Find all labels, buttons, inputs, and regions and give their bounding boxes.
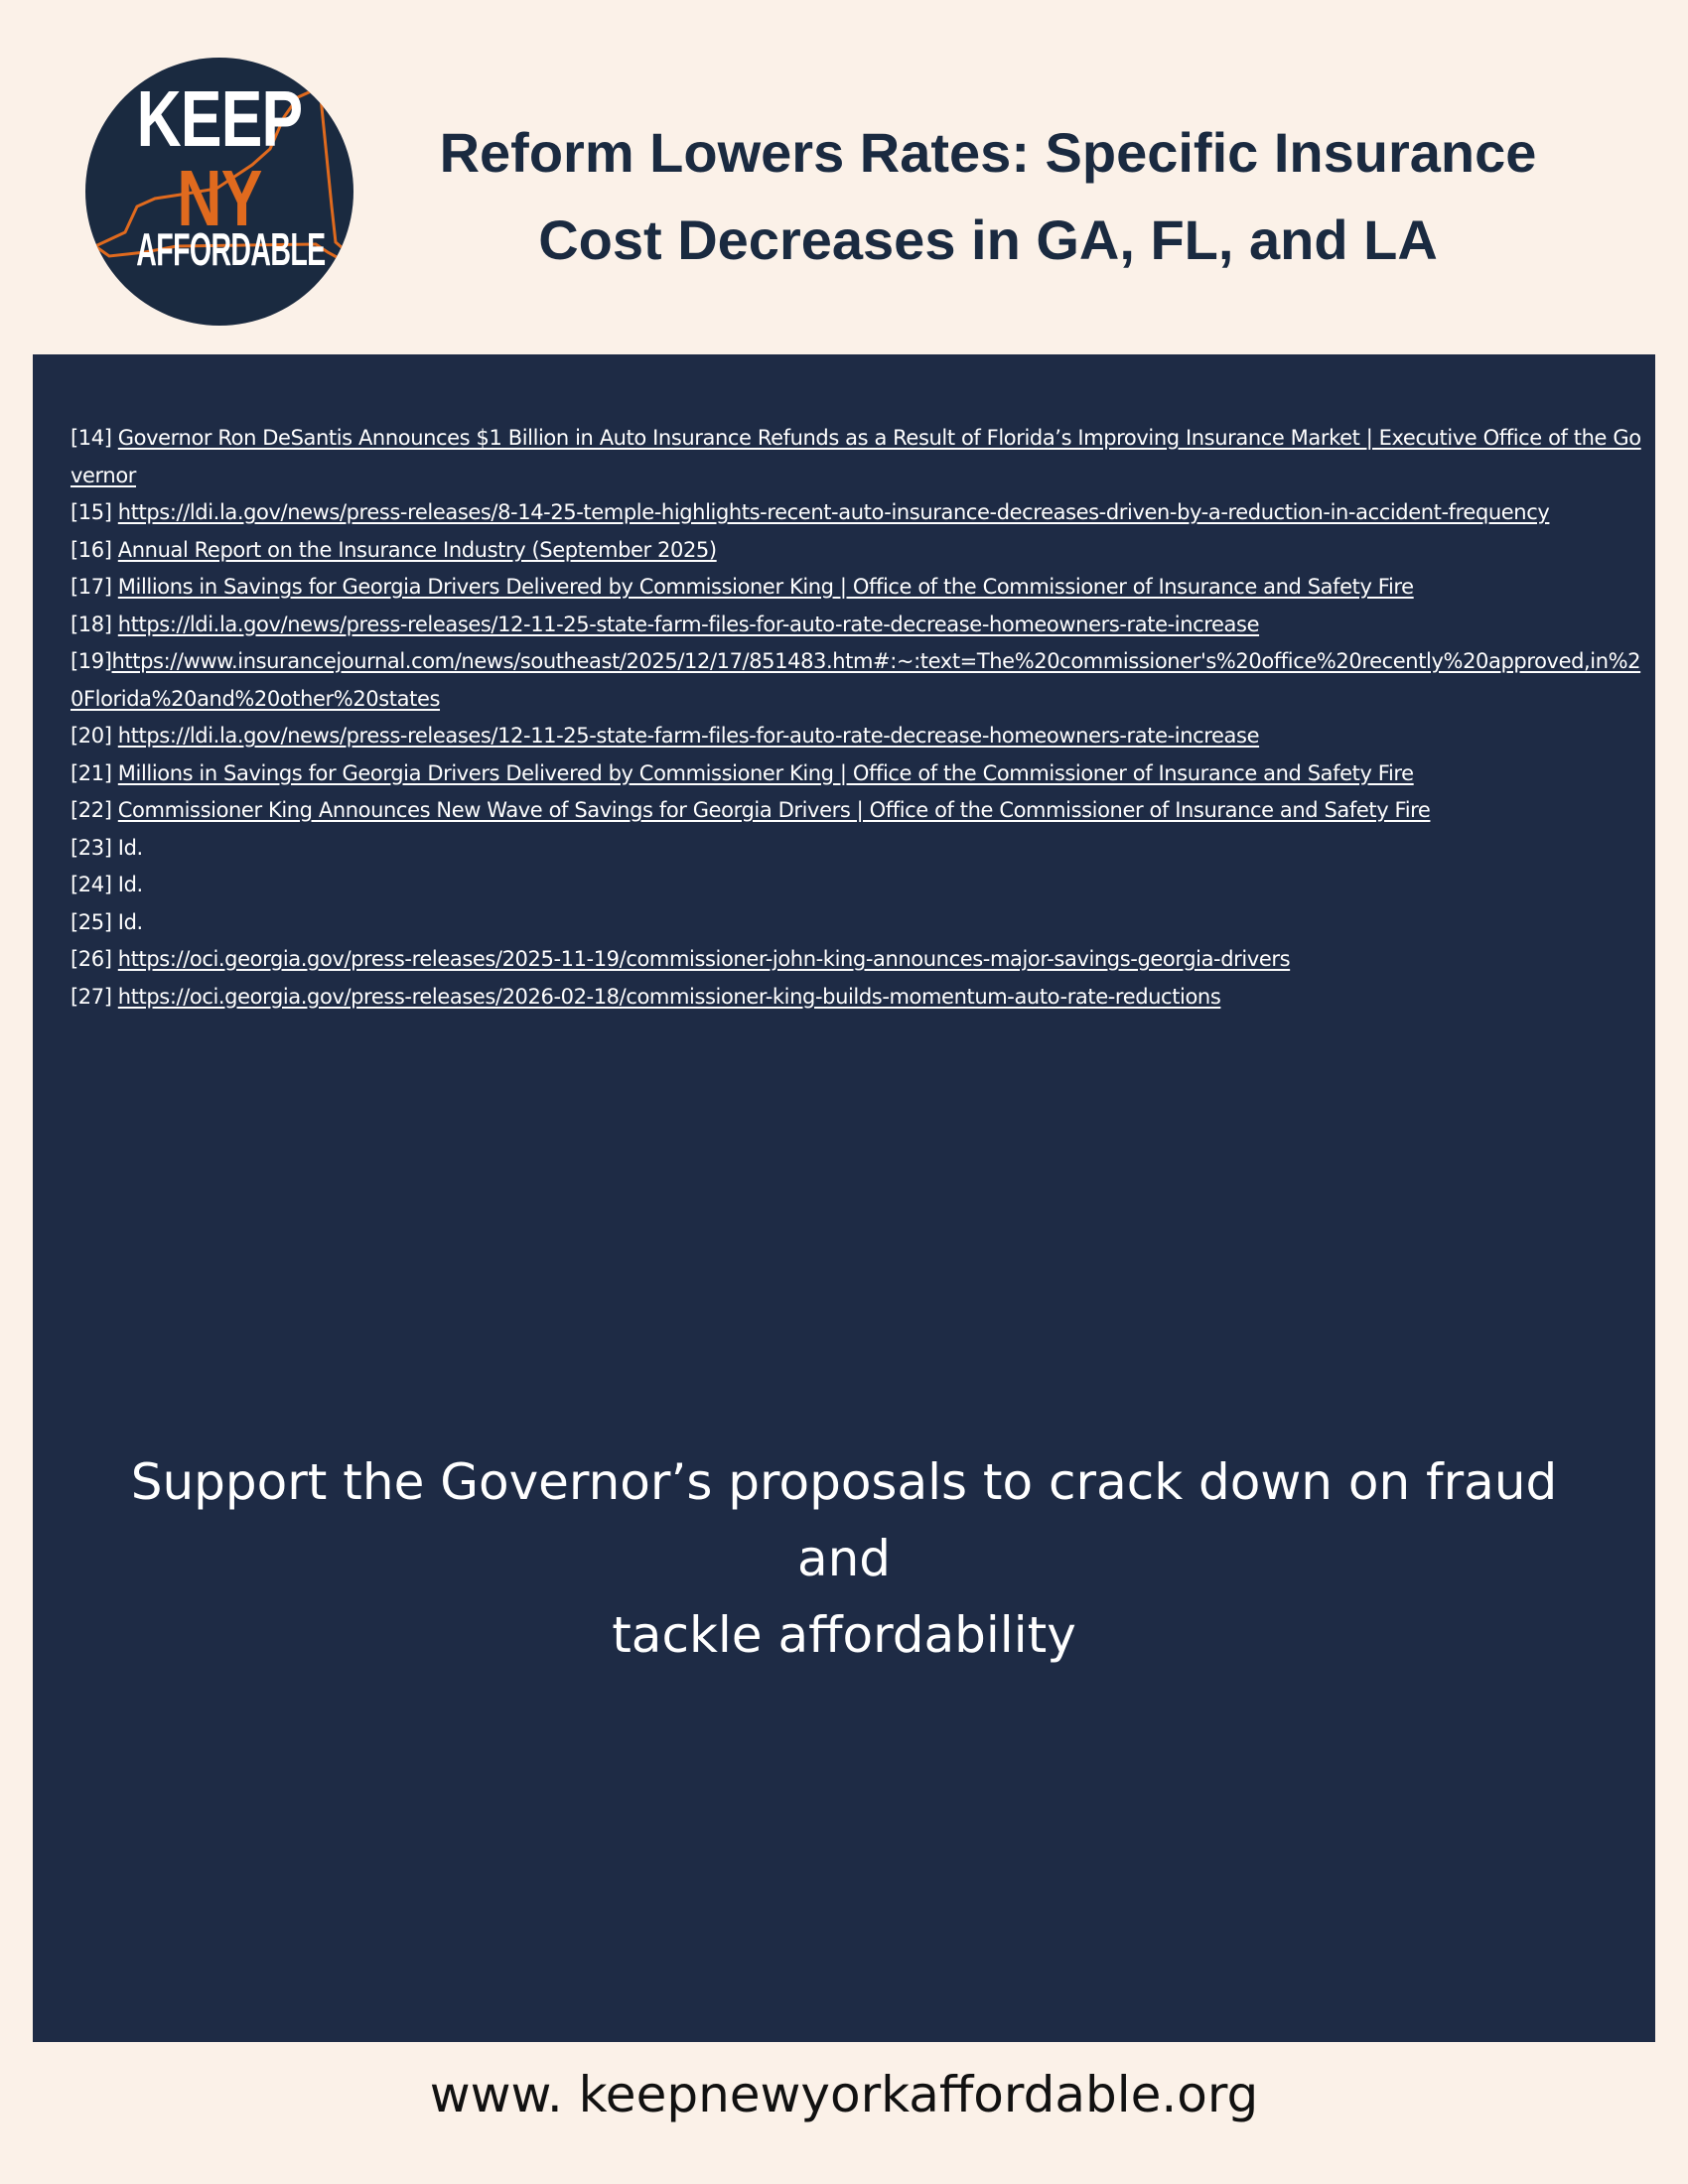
reference-link[interactable]: Annual Report on the Insurance Industry (September 2025): [117, 537, 717, 562]
reference-link[interactable]: Governor Ron DeSantis Announces $1 Billion in Auto Insurance Refunds as a Result of Florida’s Improving Insurance Market | Executive Office of the Governor: [70, 426, 1641, 487]
reference-link[interactable]: https://oci.georgia.gov/press-releases/2026-02-18/commissioner-king-builds-momentum-auto-rate-reductions: [117, 984, 1221, 1009]
reference-list: [70, 420, 1644, 1016]
reference-number: [24]: [70, 873, 112, 896]
reference-number: [15]: [70, 500, 112, 524]
title-line-2: Cost Decreases in GA, FL, and LA: [538, 208, 1438, 271]
references-panel: [33, 354, 1655, 2042]
reference-item: [70, 718, 1644, 755]
reference-link[interactable]: https://ldi.la.gov/news/press-releases/12-11-25-state-farm-files-for-auto-rate-decrease-homeowners-rate-increase: [117, 612, 1260, 636]
reference-item: [70, 494, 1644, 532]
keep-ny-affordable-logo: [85, 58, 353, 326]
reference-item: [70, 569, 1644, 607]
reference-text: Id.: [117, 873, 143, 896]
reference-number: [23]: [70, 835, 112, 860]
reference-link[interactable]: https://ldi.la.gov/news/press-releases/12-11-25-state-farm-files-for-auto-rate-decrease-homeowners-rate-increase: [117, 724, 1260, 748]
call-to-action-line-1: Support the Governor’s proposals to crack down on fraud and: [130, 1453, 1558, 1587]
reference-text: Id.: [117, 835, 143, 860]
reference-item: [70, 941, 1644, 979]
reference-item: [70, 867, 1644, 904]
reference-number: [17]: [70, 575, 112, 599]
reference-number: [26]: [70, 947, 112, 971]
reference-number: [20]: [70, 724, 112, 748]
reference-item: [70, 792, 1644, 830]
reference-number: [25]: [70, 909, 112, 934]
reference-number: [21]: [70, 760, 112, 785]
reference-item: [70, 643, 1644, 718]
reference-number: [18]: [70, 612, 112, 636]
reference-item: [70, 755, 1644, 793]
reference-number: [14]: [70, 426, 112, 450]
reference-link[interactable]: https://oci.georgia.gov/press-releases/2025-11-19/commissioner-john-king-announces-major-savings-georgia-drivers: [117, 947, 1291, 971]
reference-link[interactable]: Millions in Savings for Georgia Drivers Delivered by Commissioner King | Office of the Commissioner of Insurance and Safety Fire: [117, 760, 1414, 785]
reference-number: [22]: [70, 798, 112, 822]
page-title: [387, 109, 1589, 284]
call-to-action: [92, 1444, 1596, 1674]
logo-word-affordable: AFFORDABLE: [136, 223, 326, 275]
call-to-action-line-2: tackle affordability: [612, 1606, 1076, 1664]
reference-item: [70, 904, 1644, 942]
reference-link[interactable]: Commissioner King Announces New Wave of Savings for Georgia Drivers | Office of the Commissioner of Insurance and Safety Fire: [117, 798, 1431, 822]
reference-text: Id.: [117, 909, 143, 934]
reference-link[interactable]: https://ldi.la.gov/news/press-releases/8-14-25-temple-highlights-recent-auto-insurance-decreases-driven-by-a-reduction-in-accident-frequency: [117, 500, 1550, 524]
reference-item: [70, 420, 1644, 494]
reference-item: [70, 979, 1644, 1017]
logo-word-ny: NY: [177, 154, 262, 242]
reference-link[interactable]: Millions in Savings for Georgia Drivers Delivered by Commissioner King | Office of the Commissioner of Insurance and Safety Fire: [117, 575, 1414, 599]
reference-link[interactable]: https://www.insurancejournal.com/news/southeast/2025/12/17/851483.htm#:~:text=The%20commissioner's%20office%20recently%20approved,in%20Florida%20and%20other%20states: [70, 649, 1641, 711]
reference-item: [70, 830, 1644, 868]
footer-website-url: www. keepnewyorkaffordable.org: [429, 2066, 1259, 2123]
reference-number: [27]: [70, 984, 112, 1009]
logo-word-keep: KEEP: [136, 74, 303, 163]
reference-number: [16]: [70, 537, 112, 562]
reference-item: [70, 532, 1644, 570]
reference-number: [19]: [70, 649, 112, 673]
title-line-1: Reform Lowers Rates: Specific Insurance: [439, 121, 1537, 184]
reference-item: [70, 607, 1644, 644]
